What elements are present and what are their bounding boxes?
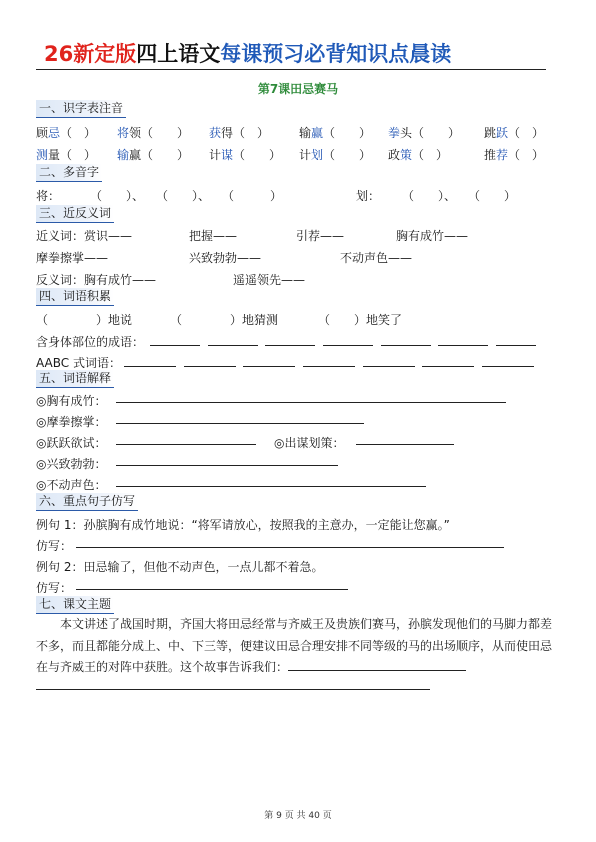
synonym-item: 胸有成竹——	[396, 229, 469, 243]
polyphone-hua-label: 划：	[356, 189, 381, 203]
copy-label-1: 仿写：	[36, 539, 73, 553]
explain-answer-line[interactable]	[116, 474, 426, 487]
section-heading-accumulate: 四、词语积累	[36, 288, 114, 306]
explain-answer-line[interactable]	[356, 432, 454, 445]
explain-answer-line[interactable]	[116, 432, 256, 445]
pinyin-item: 将领（ ）	[117, 126, 190, 140]
title-part-grade: 四上语文	[136, 42, 221, 66]
synonym-item: 兴致勃勃——	[189, 251, 262, 265]
example-sentence-1: 例句 1：孙膑胸有成竹地说：“将军请放心，按照我的主意办，一定能让您赢。”	[36, 518, 450, 532]
pinyin-item: 计划（ ）	[299, 148, 372, 162]
aabc-label: AABC 式词语：	[36, 356, 121, 370]
antonym-item: 遥遥领先——	[233, 273, 306, 287]
accumulate-blank-phrase: （ ）地笑了	[318, 313, 403, 327]
pinyin-item: 政策（ ）	[388, 148, 449, 162]
pinyin-item: 输赢（ ）	[299, 126, 372, 140]
synonym-item: 不动声色——	[340, 251, 413, 265]
pinyin-item: 测量（ ）	[36, 148, 97, 162]
example-sentence-2: 例句 2：田忌输了，但他不动声色，一点儿都不着急。	[36, 560, 324, 574]
section-heading-theme: 七、课文主题	[36, 596, 114, 614]
polyphone-hua-slots: （ ）、 （ ）	[402, 189, 517, 203]
theme-answer-line[interactable]	[36, 677, 430, 690]
pinyin-item: 输赢（ ）	[117, 148, 190, 162]
title-underline	[36, 69, 546, 70]
explain-item: ◎跃跃欲试：	[36, 436, 107, 450]
pinyin-item: 计谋（ ）	[209, 148, 282, 162]
explain-item: ◎不动声色：	[36, 478, 107, 492]
accumulate-blank-phrase: （ ）地说	[36, 313, 133, 327]
body-idioms-label: 含身体部位的成语：	[36, 335, 145, 349]
explain-item: ◎摩拳擦掌：	[36, 415, 107, 429]
antonym-label: 反义词：	[36, 273, 85, 287]
body-idioms-blanks[interactable]	[150, 333, 536, 349]
section-heading-explain: 五、词语解释	[36, 370, 114, 388]
explain-item: ◎兴致勃勃：	[36, 457, 107, 471]
pinyin-item: 获得（ ）	[209, 126, 270, 140]
synonym-item: 摩拳擦掌——	[36, 251, 109, 265]
explain-answer-line[interactable]	[116, 390, 506, 403]
pinyin-item: 拳头（ ）	[388, 126, 461, 140]
accumulate-blank-phrase: （ ）地猜测	[170, 313, 279, 327]
theme-paragraph: 本文讲述了战国时期，齐国大将田忌经常与齐威王及贵族们赛马，孙膑发现他们的马脚力都差不多，而且都能分成上、中、下三等，便建议田忌合理安排不同等级的马的出场顺序，从而使田忌在与齐威王的对阵中获胜。这个故事告诉我们：	[36, 617, 553, 674]
title-part-topic: 每课预习必背知识点晨读	[220, 42, 452, 66]
synonym-item: 引荐——	[296, 229, 345, 243]
page-number: 第 9 页 共 40 页	[264, 811, 332, 821]
synonym-item: 把握——	[189, 229, 238, 243]
section-heading-pinyin: 一、识字表注音	[36, 100, 126, 118]
explain-item: ◎出谋划策：	[274, 436, 345, 450]
lesson-title: 第7课田忌赛马	[257, 82, 339, 96]
page-title	[44, 41, 451, 67]
section-heading-polyphone: 二、多音字	[36, 164, 102, 182]
pinyin-item: 推荐（ ）	[484, 148, 545, 162]
polyphone-jiang-label: 将：	[36, 189, 61, 203]
pinyin-item: 顾忌（ ）	[36, 126, 97, 140]
aabc-blanks[interactable]	[124, 354, 534, 370]
explain-item: ◎胸有成竹：	[36, 394, 107, 408]
synonym-label: 近义词：	[36, 229, 85, 243]
theme-answer-line[interactable]	[288, 658, 466, 671]
title-part-edition: 26新定版	[44, 42, 137, 66]
copy-answer-line[interactable]	[76, 577, 348, 590]
explain-answer-line[interactable]	[116, 453, 338, 466]
section-heading-sentences: 六、重点句子仿写	[36, 493, 138, 511]
synonym-item: 赏识——	[84, 229, 133, 243]
pinyin-item: 跳跃（ ）	[484, 126, 545, 140]
explain-answer-line[interactable]	[116, 411, 364, 424]
section-heading-synonyms: 三、近反义词	[36, 205, 114, 223]
antonym-item: 胸有成竹——	[84, 273, 157, 287]
copy-answer-line[interactable]	[76, 535, 504, 548]
polyphone-jiang-slots: （ ）、 （ ）、 （ ）	[90, 189, 283, 203]
copy-label-2: 仿写：	[36, 581, 73, 595]
